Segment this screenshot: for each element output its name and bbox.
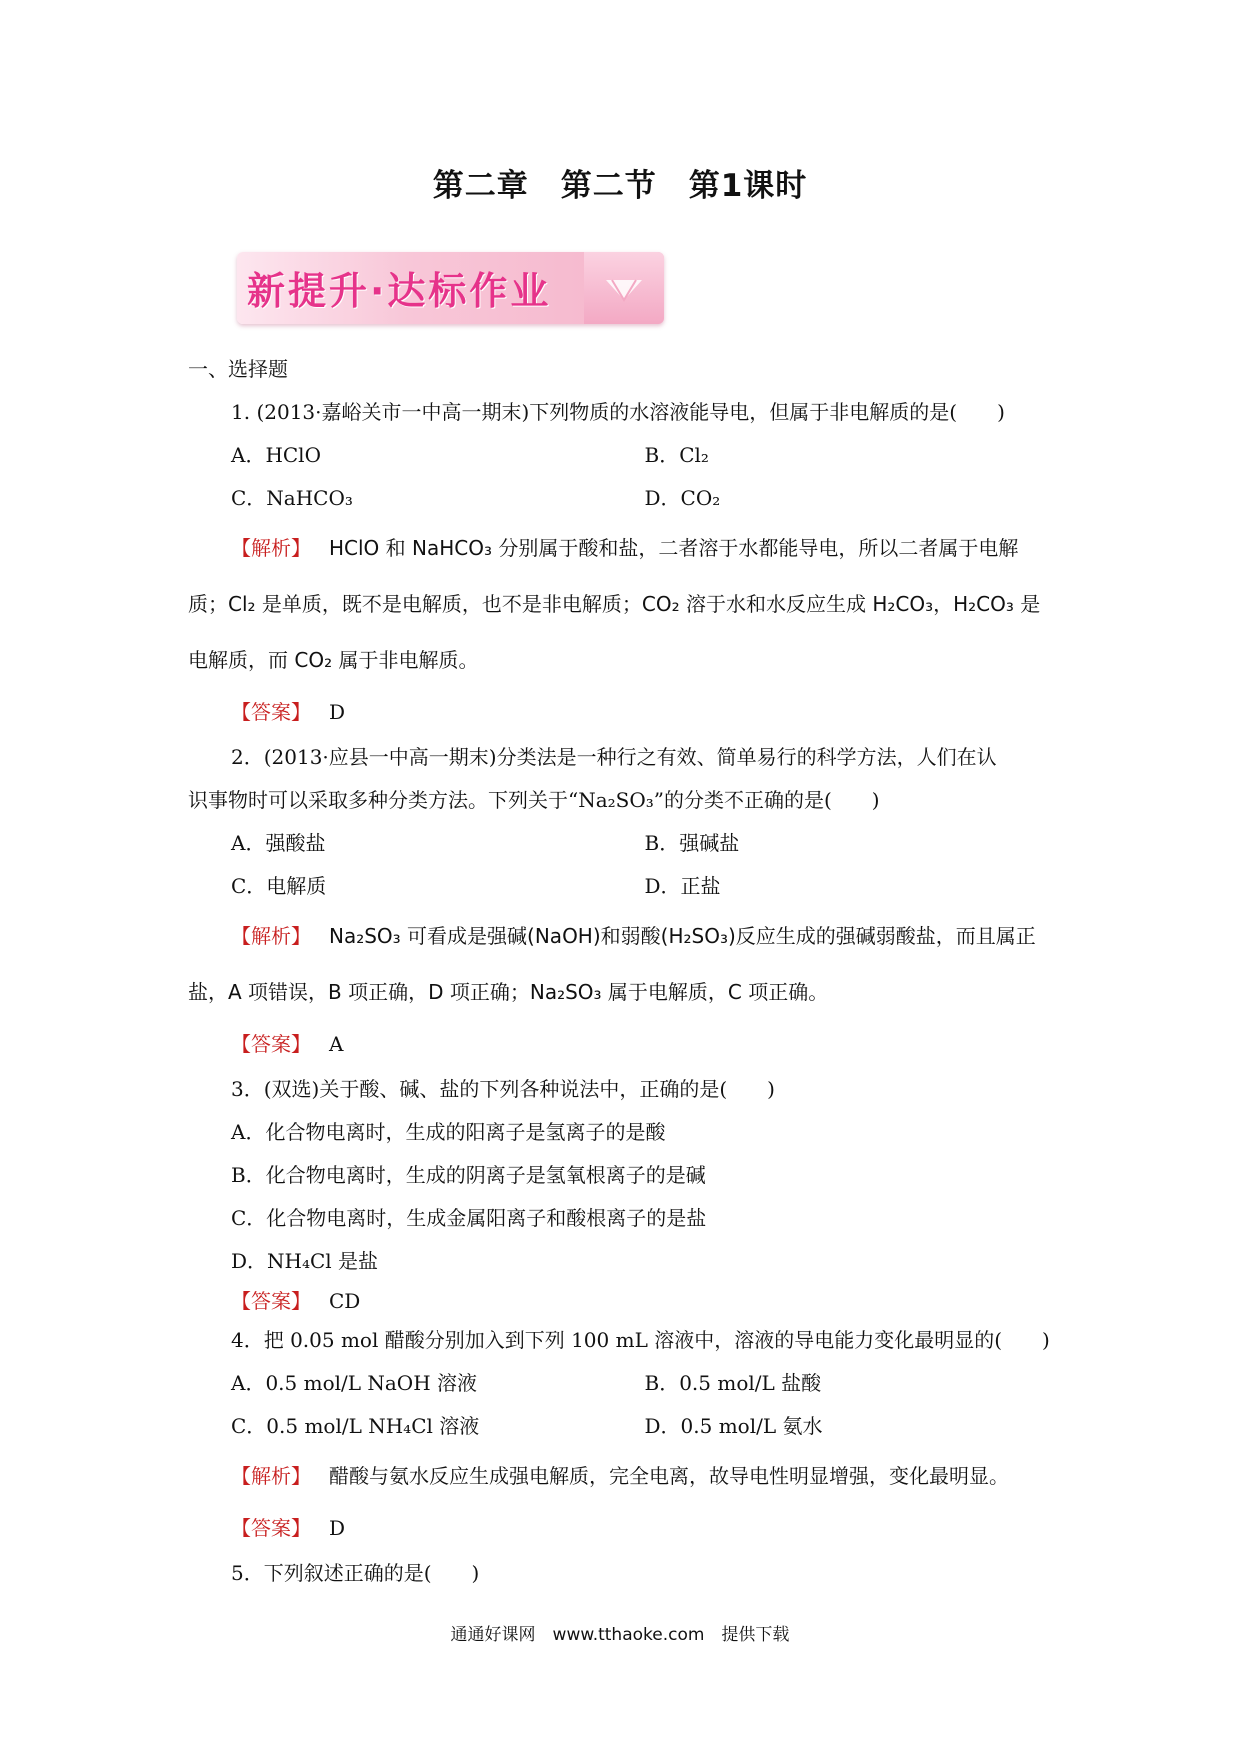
answer-tag: 【答案】 [231,700,311,724]
answer-value: D [329,1516,346,1540]
answer-value: D [329,700,346,724]
question-1-options [188,434,1058,477]
answer-tag: 【答案】 [231,1032,311,1056]
page-title: 第二章 第二节 第1课时 [432,168,808,204]
option-b: B．化合物电离时，生成的阴离子是氢氧根离子的是碱 [231,1163,706,1187]
page-footer: 通通好课网 www.tthaoke.com 提供下载 [450,1625,790,1645]
exercise-content [188,348,1058,1595]
answer-tag: 【答案】 [231,1289,311,1313]
question-2-explanation [188,908,1058,1020]
answer-value: CD [329,1289,361,1313]
question-3-stem: 3．(双选)关于酸、碱、盐的下列各种说法中，正确的是( ) [231,1077,775,1101]
option-a: A．强酸盐 [231,831,326,855]
explanation-tag: 【解析】 [231,1464,311,1488]
option-c: C．0.5 mol/L NH₄Cl 溶液 [231,1414,480,1438]
option-b: B．强碱盐 [644,831,740,855]
diamond-icon [584,252,664,324]
explanation-tag: 【解析】 [231,536,311,560]
question-3-answer [188,1283,1058,1319]
question-1-answer [188,688,1058,736]
option-d: D．NH₄Cl 是盐 [231,1249,379,1273]
question-4-explanation [188,1448,1058,1504]
option-a: A．HClO [231,443,321,467]
question-1-stem: 1. (2013·嘉峪关市一中高一期末)下列物质的水溶液能导电，但属于非电解质的是( ) [231,400,1005,424]
option-d: D．CO₂ [644,486,721,510]
explanation-tag: 【解析】 [231,924,311,948]
banner-label: 新提升·达标作业 [247,269,552,313]
option-a: A．化合物电离时，生成的阳离子是氢离子的是酸 [231,1120,666,1144]
option-b: B．Cl₂ [644,443,709,467]
answer-value: A [329,1032,344,1056]
option-b: B．0.5 mol/L 盐酸 [644,1371,822,1395]
question-1-options [188,477,1058,520]
section-heading: 一、选择题 [188,357,288,381]
option-c: C．电解质 [231,874,327,898]
question-2-stem-line2: 识事物时可以采取多种分类方法。下列关于“Na₂SO₃”的分类不正确的是( ) [188,788,880,812]
explanation-text: 醋酸与氨水反应生成强电解质，完全电离，故导电性明显增强，变化最明显。 [329,1464,1009,1488]
question-2-stem-line1: 2．(2013·应县一中高一期末)分类法是一种行之有效、简单易行的科学方法，人们在认 [231,745,997,769]
option-c: C．化合物电离时，生成金属阳离子和酸根离子的是盐 [231,1206,707,1230]
option-d: D．正盐 [644,874,721,898]
question-2-options [188,822,1058,865]
option-a: A．0.5 mol/L NaOH 溶液 [231,1371,478,1395]
question-2-answer [188,1020,1058,1068]
question-5-stem: 5．下列叙述正确的是( ) [231,1561,480,1585]
question-4-stem: 4．把 0.05 mol 醋酸分别加入到下列 100 mL 溶液中，溶液的导电能力变化最明显的( ) [231,1328,1050,1352]
question-4-options [188,1405,1058,1448]
explanation-text: Na₂SO₃ 可看成是强碱(NaOH)和弱酸(H₂SO₃)反应生成的强碱弱酸盐，而且属正盐，A 项错误，B 项正确，D 项正确；Na₂SO₃ 属于电解质，C 项正确。 [188,924,1036,1004]
question-1-explanation [188,520,1058,688]
question-2-options [188,865,1058,908]
option-d: D．0.5 mol/L 氨水 [644,1414,823,1438]
option-c: C．NaHCO₃ [231,486,353,510]
question-4-answer [188,1504,1058,1552]
answer-tag: 【答案】 [231,1516,311,1540]
explanation-text: HClO 和 NaHCO₃ 分别属于酸和盐，二者溶于水都能导电，所以二者属于电解质；Cl₂ 是单质，既不是电解质，也不是非电解质；CO₂ 溶于水和水反应生成 H₂CO₃，H₂CO₃ 是电解质，而 CO₂ 属于非电解质。 [188,536,1041,672]
question-4-options [188,1362,1058,1405]
section-banner [237,252,664,324]
